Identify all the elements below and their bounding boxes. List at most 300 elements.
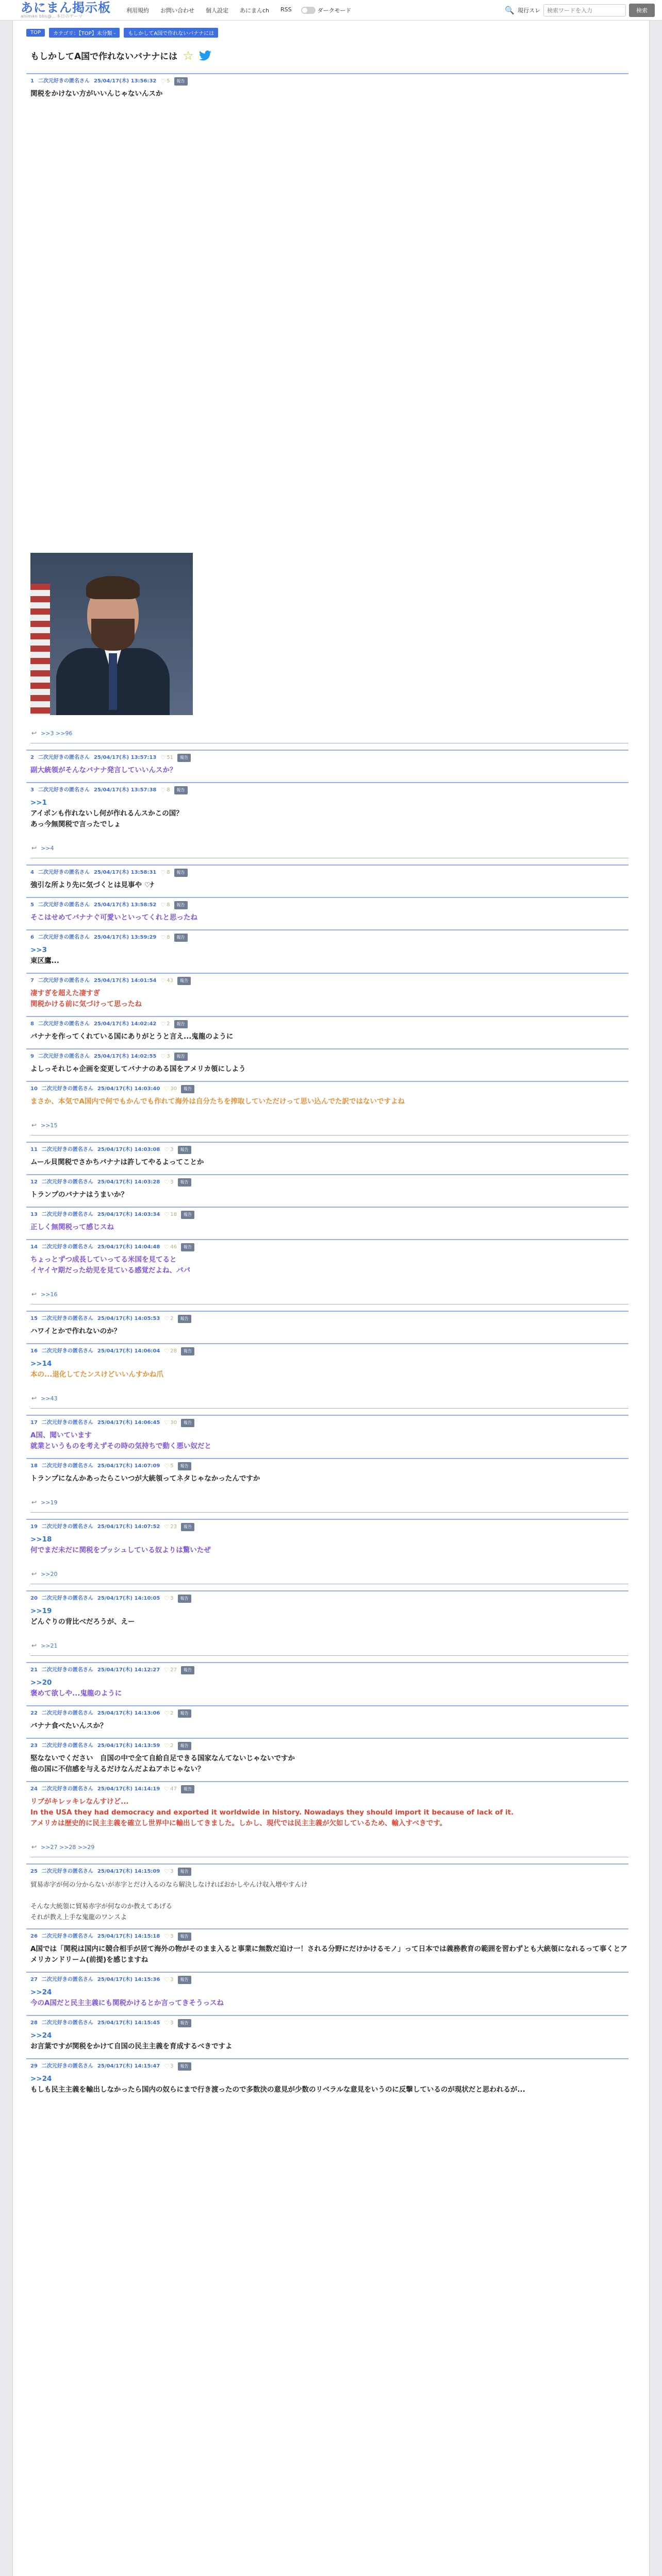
post-header [30, 1595, 628, 1603]
post-date: 25/04/17(木) 14:13:06 [97, 1710, 160, 1716]
post-number[interactable]: 4 [30, 870, 34, 875]
report-button[interactable]: 報告 [181, 1211, 194, 1219]
like-count: 3 [170, 1147, 174, 1153]
favorite-star-icon[interactable]: ☆ [183, 48, 194, 63]
heart-icon: ♡ [164, 2020, 170, 2026]
reply-link-list[interactable]: >>15 [41, 1122, 58, 1129]
reply-link-list[interactable]: >>43 [41, 1395, 58, 1402]
post-author: 二次元好きの匿名さん [41, 1524, 93, 1530]
post-header [30, 77, 628, 86]
toggle-switch-icon[interactable] [301, 7, 316, 14]
post-text-line: よしっそれじゃ企画を変更してバナナのある国をアメリカ領にしよう [30, 1065, 246, 1073]
like-count: 5 [167, 78, 170, 84]
post-1 [26, 73, 628, 750]
post-text-line: In the USA they had democracy and exported it worldwide in history. Nowadays they should import it because of lack of it. [30, 1808, 514, 1817]
post-text-line: バナナを作ってくれている国にありがとうと言え...鬼龍のように [30, 1032, 234, 1041]
heart-icon: ♡ [164, 1315, 170, 1322]
post-number[interactable]: 13 [30, 1212, 38, 1217]
like-count: 8 [167, 935, 170, 940]
post-number[interactable]: 11 [30, 1147, 38, 1153]
post-date: 25/04/17(木) 14:03:40 [97, 1086, 160, 1092]
post-header [30, 1742, 628, 1750]
post-14 [26, 1239, 628, 1311]
like-count: 5 [170, 1463, 174, 1469]
post-date: 25/04/17(木) 14:02:55 [93, 1054, 157, 1059]
post-header [30, 1666, 628, 1674]
post-15 [26, 1311, 628, 1343]
report-button[interactable]: 報告 [174, 934, 188, 942]
search-scope-select[interactable]: 現行スレ [518, 7, 540, 14]
heart-icon: ♡ [160, 1053, 166, 1060]
post-number[interactable]: 25 [30, 1869, 38, 1874]
reply-anchor-link[interactable]: >>19 [30, 1607, 52, 1615]
post-body [30, 1326, 628, 1337]
like-count: 47 [170, 1786, 177, 1792]
post-author: 二次元好きの匿名さん [41, 1086, 93, 1092]
report-button[interactable]: 報告 [178, 1868, 191, 1876]
like-button[interactable] [164, 1742, 173, 1750]
report-button[interactable]: 報告 [181, 1347, 194, 1355]
post-author: 二次元好きの匿名さん [41, 1667, 93, 1673]
report-button[interactable]: 報告 [178, 1595, 191, 1603]
reply-link-list[interactable]: >>19 [41, 1499, 58, 1506]
like-count: 8 [167, 902, 170, 908]
post-11 [26, 1142, 628, 1174]
post-author: 二次元好きの匿名さん [38, 902, 90, 908]
search-icon: 🔍 [505, 6, 515, 15]
reply-link-list[interactable]: >>20 [41, 1570, 58, 1578]
like-button[interactable] [160, 902, 170, 909]
reply-anchor-link[interactable]: >>20 [30, 1679, 52, 1687]
post-body [30, 1677, 628, 1699]
post-body [30, 1534, 628, 1556]
post-body [30, 1064, 628, 1075]
post-text-line: リブがキレッキレなんすけど... [30, 1798, 129, 1806]
post-header [30, 901, 628, 909]
like-button[interactable] [160, 1021, 170, 1028]
post-header [30, 1211, 628, 1219]
post-number[interactable]: 23 [30, 1743, 38, 1749]
reply-icon: ↩ [31, 1570, 37, 1578]
dark-mode-toggle[interactable] [301, 6, 352, 14]
reply-icon: ↩ [31, 1291, 37, 1298]
heart-icon: ♡ [160, 787, 166, 793]
like-button[interactable] [164, 1146, 173, 1154]
post-9 [26, 1048, 628, 1081]
post-number[interactable]: 14 [30, 1244, 38, 1250]
post-text-line: 正しく無関税って感じスね [30, 1223, 114, 1231]
like-button[interactable] [160, 934, 170, 941]
like-button[interactable] [164, 1348, 177, 1355]
report-button[interactable]: 報告 [178, 1178, 191, 1187]
reply-anchor-link[interactable]: >>24 [30, 1988, 52, 1996]
post-author: 二次元好きの匿名さん [38, 78, 90, 84]
report-button[interactable]: 報告 [178, 1315, 191, 1323]
post-12 [26, 1174, 628, 1207]
post-text-line: トランプのバナナはうまいか？ [30, 1191, 128, 1199]
heart-icon: ♡ [160, 977, 166, 984]
post-header [30, 2019, 628, 2027]
reply-link-list[interactable]: >>4 [41, 844, 54, 852]
post-date: 25/04/17(木) 14:10:05 [97, 1596, 160, 1601]
report-button[interactable]: 報告 [174, 786, 188, 794]
flag-graphic [30, 584, 50, 715]
heart-icon: ♡ [164, 1086, 170, 1092]
report-button[interactable]: 報告 [178, 2062, 191, 2071]
like-button[interactable] [160, 78, 170, 85]
like-button[interactable] [164, 1523, 177, 1531]
report-button[interactable]: 報告 [178, 1933, 191, 1941]
post-number[interactable]: 22 [30, 1710, 38, 1716]
heart-icon: ♡ [164, 2063, 170, 2070]
heart-icon: ♡ [164, 1786, 170, 1792]
like-count: 3 [170, 1596, 174, 1601]
post-text-line: 関税かける前に気づけって思ったね [30, 1000, 142, 1008]
like-count: 2 [167, 1021, 170, 1027]
post-4 [26, 865, 628, 897]
reply-links [30, 1395, 628, 1402]
breadcrumb-thread[interactable]: もしかしてA国で作れないバナナには [124, 28, 218, 38]
reply-icon: ↩ [31, 1843, 37, 1851]
like-count: 3 [170, 2063, 174, 2069]
like-button[interactable] [164, 2020, 173, 2027]
post-26 [26, 1928, 628, 1972]
post-header [30, 1085, 628, 1093]
post-header [30, 1315, 628, 1323]
post-author: 二次元好きの匿名さん [41, 1147, 93, 1153]
reply-icon: ↩ [31, 1122, 37, 1129]
post-number[interactable]: 27 [30, 1977, 38, 1982]
like-count: 51 [167, 755, 173, 760]
post-number[interactable]: 17 [30, 1420, 38, 1426]
post-17 [26, 1415, 628, 1458]
post-text-line: アメリカは歴史的に民主主義を確立し世界中に輸出してきました。しかし、現代では民主主義が欠如しているため、輸入すべきです。 [30, 1819, 447, 1827]
reply-link-list[interactable]: >>16 [41, 1291, 58, 1298]
like-count: 3 [167, 1054, 170, 1059]
reply-links [30, 730, 628, 737]
post-author: 二次元好きの匿名さん [41, 1977, 93, 1982]
post-body [30, 912, 628, 923]
logo-subtitle: animan bbs@...本日のテーマ [21, 14, 83, 19]
search-input[interactable] [543, 4, 626, 16]
logo-text[interactable]: あにまん掲示板 [21, 1, 111, 15]
post-text-line: 他の国に不信感を与えるだけなんだよねアホじゃない？ [30, 1765, 205, 1773]
twitter-share-icon[interactable] [199, 50, 211, 61]
post-body [30, 1944, 628, 1965]
post-text-line: 今のA国だと民主主義にも関税かけるとか言ってきそうっスね [30, 1999, 224, 2007]
post-header [30, 2062, 628, 2071]
reply-links [30, 1122, 628, 1129]
like-count: 8 [167, 870, 170, 875]
post-date: 25/04/17(木) 14:02:42 [93, 1021, 157, 1027]
post-author: 二次元好きの匿名さん [41, 1212, 93, 1217]
post-author: 二次元好きの匿名さん [41, 1869, 93, 1874]
reply-link-list[interactable]: >>27 >>28 >>29 [41, 1843, 95, 1851]
heart-icon: ♡ [164, 1976, 170, 1983]
thread-container [12, 21, 650, 2576]
like-button[interactable] [164, 1463, 173, 1470]
report-button[interactable]: 報告 [181, 1666, 194, 1674]
post-header [30, 1785, 628, 1793]
heart-icon: ♡ [160, 754, 166, 761]
reply-links [30, 1570, 628, 1578]
post-text-line: アイポンも作れないし何が作れるんスかこの国？ [30, 809, 183, 818]
post-date: 25/04/17(木) 14:05:53 [97, 1316, 160, 1321]
report-button[interactable]: 報告 [181, 1523, 194, 1531]
like-count: 46 [170, 1244, 177, 1250]
reply-divider [30, 1655, 628, 1656]
post-body [30, 2030, 628, 2052]
post-date: 25/04/17(木) 14:15:47 [97, 2063, 160, 2069]
post-2 [26, 750, 628, 782]
post-author: 二次元好きの匿名さん [41, 2063, 93, 2069]
like-button[interactable] [164, 1086, 177, 1093]
like-count: 30 [170, 1420, 177, 1426]
post-text-line: イヤイヤ期だった幼児を見ている感覚だよね、パパ [30, 1266, 190, 1275]
heart-icon: ♡ [164, 1595, 170, 1602]
like-button[interactable] [164, 1419, 177, 1427]
post-text-line: お言葉ですが関税をかけて自国の民主主義を育成するべきですよ [30, 2042, 233, 2050]
like-button[interactable] [160, 977, 173, 985]
post-number[interactable]: 15 [30, 1316, 38, 1321]
post-date: 25/04/17(木) 13:58:52 [93, 902, 157, 908]
reply-links [30, 1499, 628, 1506]
like-button[interactable] [164, 1710, 173, 1717]
like-count: 3 [170, 1179, 174, 1185]
post-text-line: 貿易赤字が何の分からないが赤字とだけ入るのなら解決しなければおかしやんけ収入増やすんけ [30, 1880, 308, 1888]
post-header [30, 1347, 628, 1355]
post-number[interactable]: 7 [30, 978, 34, 984]
reply-links [30, 844, 628, 852]
report-button[interactable]: 報告 [178, 1146, 191, 1154]
post-author: 二次元好きの匿名さん [41, 1348, 93, 1354]
post-date: 25/04/17(木) 14:03:08 [97, 1147, 160, 1153]
post-number[interactable]: 5 [30, 902, 34, 908]
like-button[interactable] [164, 1933, 173, 1940]
heart-icon: ♡ [164, 1523, 170, 1530]
heart-icon: ♡ [160, 78, 166, 84]
post-number[interactable]: 12 [30, 1179, 38, 1185]
post-author: 二次元好きの匿名さん [41, 1743, 93, 1749]
nav-animanch[interactable]: あにまんch [240, 7, 270, 14]
like-button[interactable] [164, 1244, 177, 1251]
reply-anchor-link[interactable]: >>14 [30, 1360, 52, 1368]
post-24 [26, 1781, 628, 1863]
post-body [30, 945, 628, 967]
report-button[interactable]: 報告 [178, 1742, 191, 1750]
post-number[interactable]: 21 [30, 1667, 38, 1673]
post-23 [26, 1738, 628, 1781]
post-28 [26, 2015, 628, 2058]
site-logo[interactable] [21, 2, 111, 19]
post-number[interactable]: 26 [30, 1934, 38, 1939]
post-header [30, 1523, 628, 1531]
nav-contact[interactable]: お問い合わせ [160, 7, 194, 14]
like-count: 2 [170, 1710, 174, 1716]
reply-anchor-link[interactable]: >>24 [30, 2075, 52, 2083]
like-count: 3 [170, 1977, 174, 1982]
post-date: 25/04/17(木) 14:12:27 [97, 1667, 160, 1673]
report-button[interactable]: 報告 [174, 1020, 188, 1028]
reply-links [30, 1291, 628, 1298]
like-count: 30 [170, 1086, 177, 1092]
report-button[interactable]: 報告 [177, 977, 191, 985]
post-author: 二次元好きの匿名さん [41, 1244, 93, 1250]
post-number[interactable]: 10 [30, 1086, 38, 1092]
like-button[interactable] [164, 1211, 177, 1218]
beard-graphic [91, 619, 135, 651]
post-date: 25/04/17(木) 14:15:36 [97, 1977, 160, 1982]
like-count: 3 [170, 1869, 174, 1874]
like-button[interactable] [164, 1786, 177, 1793]
report-button[interactable]: 報告 [174, 77, 188, 86]
post-number[interactable]: 1 [30, 78, 34, 84]
like-button[interactable] [164, 1667, 177, 1674]
report-button[interactable]: 報告 [181, 1085, 194, 1093]
reply-anchor-link[interactable]: >>18 [30, 1535, 52, 1544]
post-body [30, 1222, 628, 1233]
post-header [30, 1243, 628, 1251]
post-author: 二次元好きの匿名さん [38, 1021, 90, 1027]
post-text-line: 関税をかけない方がいいんじゃないんスか [30, 90, 163, 98]
post-header [30, 934, 628, 942]
report-button[interactable]: 報告 [181, 1243, 194, 1251]
post-number[interactable]: 20 [30, 1596, 38, 1601]
like-button[interactable] [164, 1179, 173, 1186]
post-number[interactable]: 9 [30, 1054, 34, 1059]
reply-divider [30, 1135, 628, 1136]
heart-icon: ♡ [164, 1667, 170, 1673]
like-button[interactable] [164, 1976, 173, 1984]
like-button[interactable] [164, 1315, 173, 1323]
heart-icon: ♡ [164, 1710, 170, 1717]
post-text-line: 凄すぎを超えた凄すぎ [30, 989, 100, 997]
like-count: 3 [170, 2020, 174, 2026]
blank-line [30, 1890, 628, 1901]
nav-rss[interactable]: RSS [280, 6, 292, 13]
report-button[interactable]: 報告 [174, 901, 188, 909]
post-text-line: 褒めて欲しや...鬼龍のように [30, 1689, 122, 1698]
post-text-line: トランプになんかあったらこいつが大統領ってネタじゃなかったんですか [30, 1475, 260, 1483]
post-date: 25/04/17(木) 14:03:34 [97, 1212, 160, 1217]
post-date: 25/04/17(木) 14:04:48 [97, 1244, 160, 1250]
post-body [30, 1031, 628, 1042]
post-number[interactable]: 6 [30, 935, 34, 940]
post-author: 二次元好きの匿名さん [41, 1710, 93, 1716]
post-header [30, 1146, 628, 1154]
post-25 [26, 1863, 628, 1928]
post-29 [26, 2058, 628, 2102]
like-button[interactable] [164, 1868, 173, 1875]
post-body [30, 1797, 628, 1829]
reply-icon: ↩ [31, 730, 37, 737]
reply-link-list[interactable]: >>3 >>96 [41, 730, 73, 737]
top-nav [126, 6, 292, 14]
post-number[interactable]: 8 [30, 1021, 34, 1027]
reply-icon: ↩ [31, 1395, 37, 1402]
report-button[interactable]: 報告 [178, 1462, 191, 1470]
post-date: 25/04/17(木) 13:59:29 [93, 935, 157, 940]
site-header [0, 0, 662, 21]
reply-anchor-link[interactable]: >>3 [30, 946, 47, 954]
like-button[interactable] [164, 1595, 173, 1602]
like-button[interactable] [160, 869, 170, 876]
post-number[interactable]: 18 [30, 1463, 38, 1469]
post-author: 二次元好きの匿名さん [38, 935, 90, 940]
breadcrumb-top[interactable]: TOP [26, 29, 45, 37]
report-button[interactable]: 報告 [178, 1709, 191, 1718]
post-text-line: ムール貝関税でさかちバナナは許してやるよってことか [30, 1158, 204, 1166]
like-button[interactable] [160, 754, 173, 761]
heart-icon: ♡ [160, 902, 166, 908]
post-number[interactable]: 29 [30, 2063, 38, 2069]
post-number[interactable]: 24 [30, 1786, 38, 1792]
post-number[interactable]: 3 [30, 787, 34, 793]
post-author: 二次元好きの匿名さん [38, 978, 90, 984]
like-button[interactable] [160, 787, 170, 794]
post-date: 25/04/17(木) 14:07:52 [97, 1524, 160, 1530]
report-button[interactable]: 報告 [174, 1053, 188, 1061]
post-number[interactable]: 19 [30, 1524, 38, 1530]
like-button[interactable] [164, 2063, 173, 2070]
post-date: 25/04/17(木) 13:57:38 [93, 787, 157, 793]
post-date: 25/04/17(木) 14:07:09 [97, 1463, 160, 1469]
post-body [30, 1190, 628, 1200]
nav-settings[interactable]: 個人設定 [206, 7, 228, 14]
post-5 [26, 897, 628, 929]
report-button[interactable]: 報告 [174, 869, 188, 877]
like-count: 18 [170, 1212, 177, 1217]
search-button[interactable]: 検索 [629, 4, 655, 17]
heart-icon: ♡ [164, 1742, 170, 1749]
like-button[interactable] [160, 1053, 170, 1060]
report-button[interactable]: 報告 [181, 1785, 194, 1793]
post-author: 二次元好きの匿名さん [41, 1316, 93, 1321]
post-number[interactable]: 28 [30, 2020, 38, 2026]
post-body [30, 1359, 628, 1380]
post-image[interactable] [30, 553, 193, 715]
post-number[interactable]: 2 [30, 755, 34, 760]
post-text-line: そこはせめてバナナぐ可愛いといってくれと思ったね [30, 913, 197, 922]
report-button[interactable]: 報告 [177, 754, 191, 762]
post-text-line: ハワイとかで作れないのか？ [30, 1327, 121, 1335]
post-body [30, 880, 628, 891]
reply-anchor-link[interactable]: >>1 [30, 799, 47, 807]
nav-terms[interactable]: 利用規約 [126, 7, 149, 14]
post-author: 二次元好きの匿名さん [38, 787, 90, 793]
post-21 [26, 1662, 628, 1705]
breadcrumb-category[interactable]: カテゴリ：【TOP】未分類 - [49, 28, 120, 38]
post-text-line: 何でまだ未だに関税をプッシュしている奴よりは驚いたぜ [30, 1546, 211, 1554]
post-number[interactable]: 16 [30, 1348, 38, 1354]
post-body [30, 1721, 628, 1732]
post-text-line: そんな大統領に貿易赤字が何なのか教えてあげる [30, 1902, 173, 1910]
post-header [30, 1020, 628, 1028]
report-button[interactable]: 報告 [178, 2019, 191, 2027]
reply-anchor-link[interactable]: >>24 [30, 2031, 52, 2040]
post-text-line: 本の...退化してたンスけどいいんすかね爪 [30, 1370, 163, 1379]
report-button[interactable]: 報告 [181, 1419, 194, 1427]
post-author: 二次元好きの匿名さん [38, 1054, 90, 1059]
post-text-line: バナナ食べたいんスか？ [30, 1722, 107, 1730]
heart-icon: ♡ [164, 1868, 170, 1875]
dark-mode-label: ダークモード [317, 7, 352, 14]
reply-link-list[interactable]: >>21 [41, 1642, 58, 1649]
report-button[interactable]: 報告 [178, 1976, 191, 1984]
post-author: 二次元好きの匿名さん [41, 1934, 93, 1939]
post-author: 二次元好きの匿名さん [41, 1463, 93, 1469]
heart-icon: ♡ [160, 869, 166, 876]
